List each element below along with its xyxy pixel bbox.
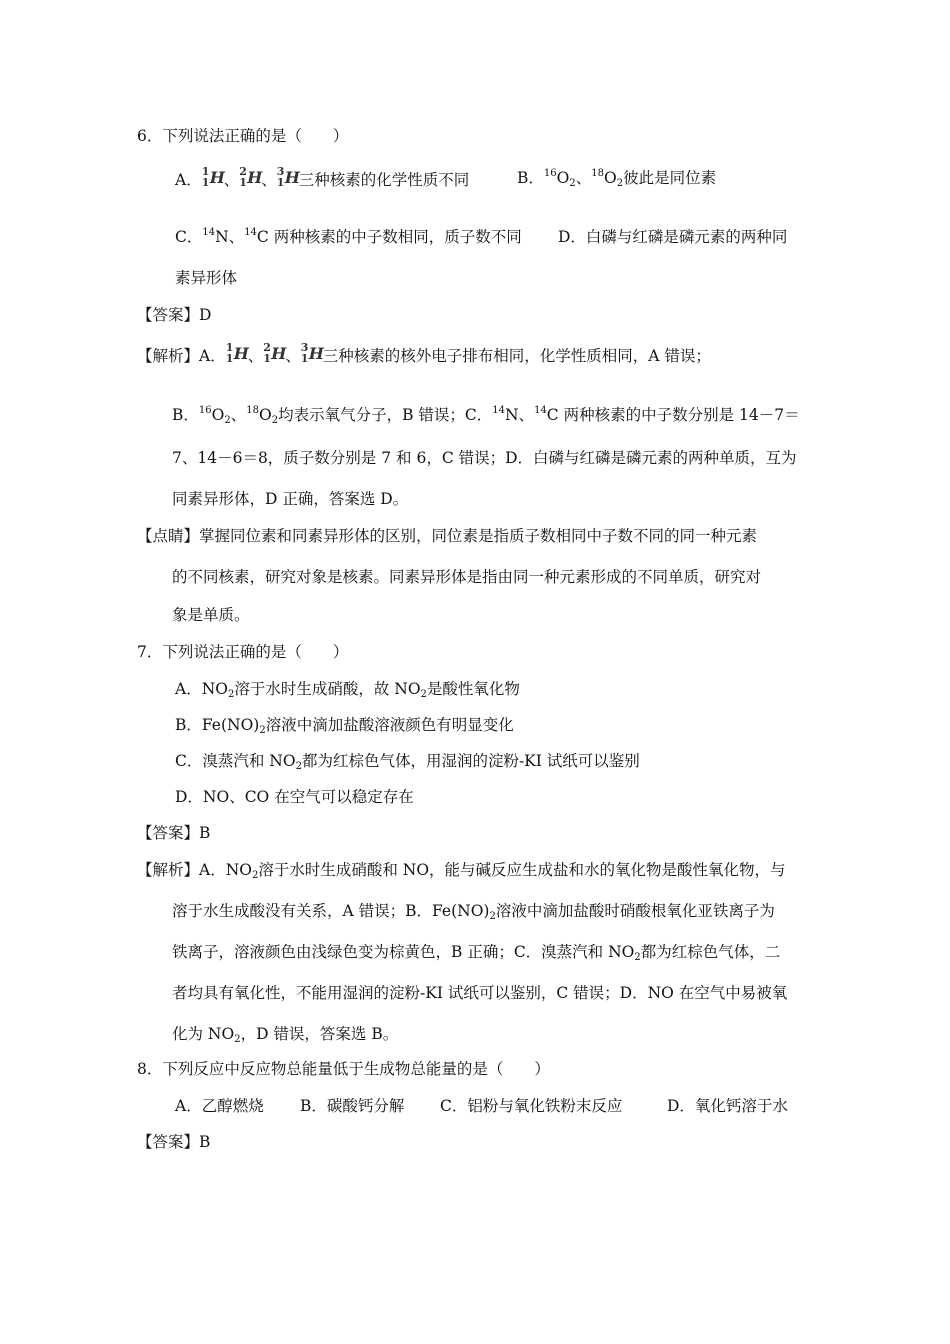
q7-analysis-line-1: 【解析】A．$NO_2$溶于水时生成硝酸和 NO，能与碱反应生成盐和水的氧化物是酸性氧化物，与 <box>137 861 786 881</box>
q8-option-a: A．乙醇燃烧 <box>175 1097 264 1115</box>
isotope-2h: 2 1 H <box>239 165 263 189</box>
q8-option-b: B．碳酸钙分解 <box>300 1097 405 1115</box>
q6-tip-line-3: 象是单质。 <box>172 606 250 624</box>
q6-analysis-line-1: 【解析】A． 1 1 H 、 2 1 H 、 3 1 H 三种核素的核外电子排布相同，化学性质相同，A 错误； <box>137 341 711 365</box>
q6-analysis-line-3: 7、14－6＝8，质子数分别是 7 和 6，C 错误；D．白磷与红磷是磷元素的两种单质，互为 <box>172 449 797 467</box>
q7-option-a: A．$NO_2$溶于水时生成硝酸，故 $NO_2$是酸性氧化物 <box>175 680 520 700</box>
q7-stem: 7．下列说法正确的是（ ） <box>137 643 349 661</box>
q6-option-a: A． 1 1 H 、 2 1 H 、 3 1 H 三种核素的化学性质不同 <box>175 165 470 189</box>
q6-stem: 6．下列说法正确的是（ ） <box>137 127 349 145</box>
q8-answer: 【答案】B <box>137 1133 211 1151</box>
q7-analysis-line-4: 者均具有氧化性，不能用湿润的淀粉-KI 试纸可以鉴别，C 错误；D．NO 在空气中易被氧 <box>172 984 788 1002</box>
q8-option-c: C．铝粉与氧化铁粉末反应 <box>440 1097 623 1115</box>
q7-option-c: C．溴蒸汽和 $NO_2$都为红棕色气体，用湿润的淀粉-KI 试纸可以鉴别 <box>175 752 640 772</box>
q6-option-d-cont: 素异形体 <box>175 269 238 287</box>
q8-stem: 8．下列反应中反应物总能量低于生成物总能量的是（ ） <box>137 1060 550 1078</box>
q6-analysis-line-4: 同素异形体，D 正确，答案选 D。 <box>172 490 409 508</box>
q7-analysis-line-2: 溶于水生成酸没有关系，A 错误；B．$Fe(NO)_2$溶液中滴加盐酸时硝酸根氧化亚铁离子为 <box>172 902 775 922</box>
q8-option-d: D．氧化钙溶于水 <box>667 1097 788 1115</box>
q6-option-d: D．白磷与红磷是磷元素的两种同 <box>558 228 788 246</box>
q6-option-c: C．$^{14}$N、$^{14}$C 两种核素的中子数相同，质子数不同 <box>175 227 522 246</box>
q6-tip-line-1: 【点睛】掌握同位素和同素异形体的区别，同位素是指质子数相同中子数不同的同一种元素 <box>137 527 758 545</box>
q7-analysis-line-3: 铁离子，溶液颜色由浅绿色变为棕黄色，B 正确；C．溴蒸汽和 $NO_2$都为红棕色气体，二 <box>172 943 781 963</box>
isotope-1h: 1 1 H <box>225 341 249 365</box>
isotope-3h: 3 1 H <box>276 165 300 189</box>
q6-option-b: B．$^{16}O_2$、$^{18}O_2$彼此是同位素 <box>517 168 717 189</box>
q7-option-b: B．$Fe(NO)_2$溶液中滴加盐酸溶液颜色有明显变化 <box>175 716 514 736</box>
isotope-2h: 2 1 H <box>263 341 287 365</box>
q7-analysis-line-5: 化为 $NO_2$，D 错误，答案选 B。 <box>172 1025 399 1045</box>
q6-analysis-line-2: B．$^{16}O_2$、$^{18}O_2$均表示氧气分子，B 错误；C．$^{14}$N、$^{14}$C 两种核素的中子数分别是 14－7＝ <box>172 405 800 426</box>
q7-option-d: D．NO、CO 在空气可以稳定存在 <box>175 788 414 806</box>
q6-answer: 【答案】D <box>137 306 212 324</box>
isotope-1h: 1 1 H <box>201 165 225 189</box>
q7-answer: 【答案】B <box>137 824 211 842</box>
q6-tip-line-2: 的不同核素，研究对象是核素。同素异形体是指由同一种元素形成的不同单质，研究对 <box>172 568 762 586</box>
isotope-3h: 3 1 H <box>300 341 324 365</box>
